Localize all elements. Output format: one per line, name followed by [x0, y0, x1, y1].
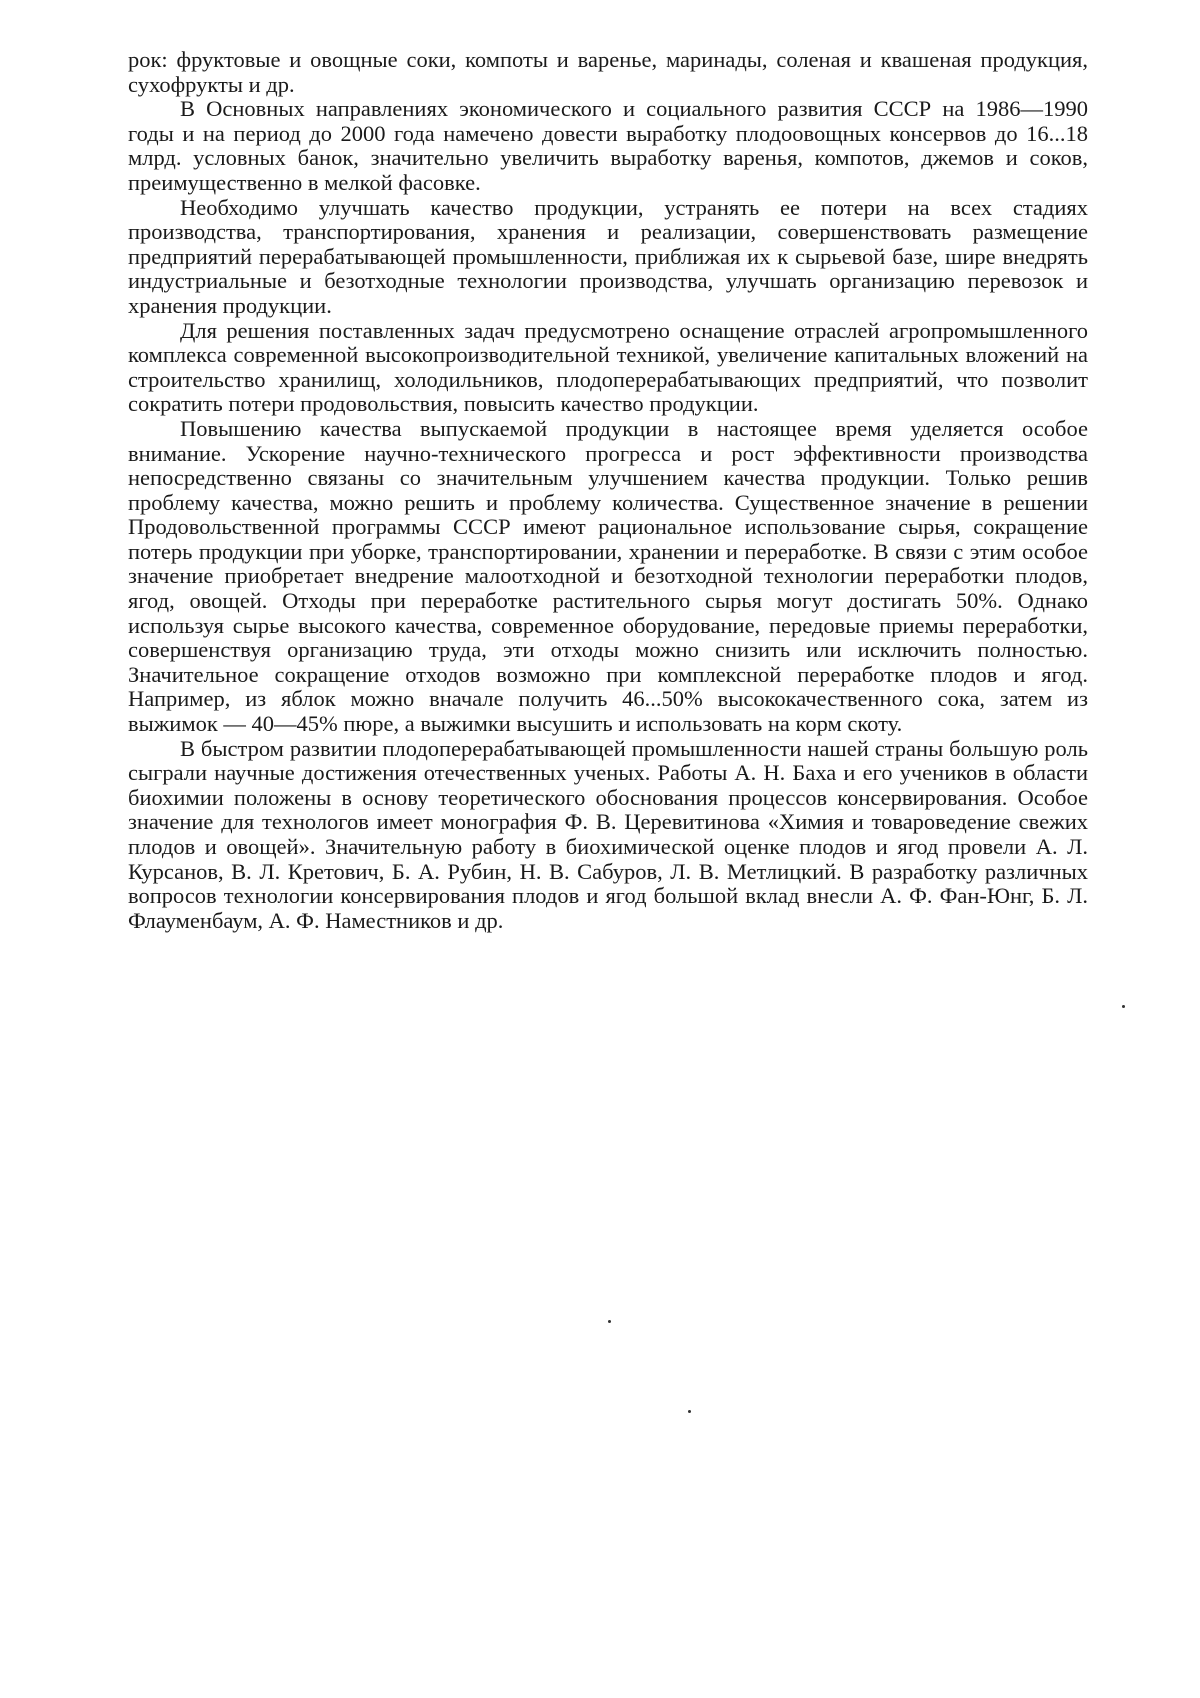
- paragraph-quality-attention: Повышению качества выпускаемой продукции в настоящее время уделяется особое внимание. Ускорение научно-технического прогресса и рост эффективности производства непосредственно связаны со значительным улучшением качества продукции. Только решив проблему качества, можно решить и проблему количества. Существенное значение в решении Продовольственной программы СССР имеют рациональное использование сырья, сокращение потерь продукции при уборке, транспортировании, хранении и переработке. В связи с этим особое значение приобретает внедрение малоотходной и безотходной технологии переработки плодов, ягод, овощей. Отходы при переработке растительного сырья могут достигать 50%. Однако используя сырье высокого качества, современное оборудование, передовые приемы переработки, совершенствуя организацию труда, эти отходы можно снизить или исключить полностью. Значительное сокращение отходов возможно при комплексной переработке плодов и ягод. Например, из яблок можно вначале получить 46...50% высококачественного сока, затем из выжимок — 40—45% пюре, а выжимки высушить и использовать на корм скоту.: [128, 415, 1088, 737]
- scan-speck: [608, 1320, 611, 1323]
- paragraph-quality-improvement: Необходимо улучшать качество продукции, устранять ее потери на всех стадиях производства, транспортирования, хранения и реализации, совершенствовать размещение предприятий перерабатывающей промышленности, приближая их к сырьевой базе, шире внедрять индустриальные и безотходные технологии производства, улучшать организацию перевозок и хранения продукции.: [128, 194, 1088, 318]
- paragraph-main-directions: В Основных направлениях экономического и социального развития СССР на 1986—1990 годы и на период до 2000 года намечено довести выработку плодоовощных консервов до 16...18 млрд. условных банок, значительно увеличить выработку варенья, компотов, джемов и соков, преимущественно в мелкой фасовке.: [128, 96, 1088, 195]
- paragraph-continuation: рок: фруктовые и овощные соки, компоты и варенье, маринады, соленая и квашеная продукция, сухофрукты и др.: [128, 47, 1088, 97]
- scan-speck: [688, 1410, 691, 1413]
- paragraph-tasks-solution: Для решения поставленных задач предусмотрено оснащение отраслей агропромышленного комплекса современной высокопроизводительной техникой, увеличение капитальных вложений на строительство хранилищ, холодильников, плодоперерабатывающих предприятий, что позволит сократить потери продовольствия, повысить качество продукции.: [128, 317, 1088, 417]
- document-page: [128, 48, 1088, 933]
- scan-speck: [1122, 1005, 1125, 1008]
- paragraph-scientific-achievements: В быстром развитии плодоперерабатывающей промышленности нашей страны большую роль сыграли научные достижения отечественных ученых. Работы А. Н. Баха и его учеников в области биохимии положены в основу теоретического обоснования процессов консервирования. Особое значение для технологов имеет монография Ф. В. Церевитинова «Химия и товароведение свежих плодов и овощей». Значительную работу в биохимической оценке плодов и ягод провели А. Л. Курсанов, В. Л. Кретович, Б. А. Рубин, Н. В. Сабуров, Л. В. Метлицкий. В разработку различных вопросов технологии консервирования плодов и ягод большой вклад внесли А. Ф. Фан-Юнг, Б. Л. Флауменбаум, А. Ф. Наместников и др.: [128, 735, 1088, 933]
